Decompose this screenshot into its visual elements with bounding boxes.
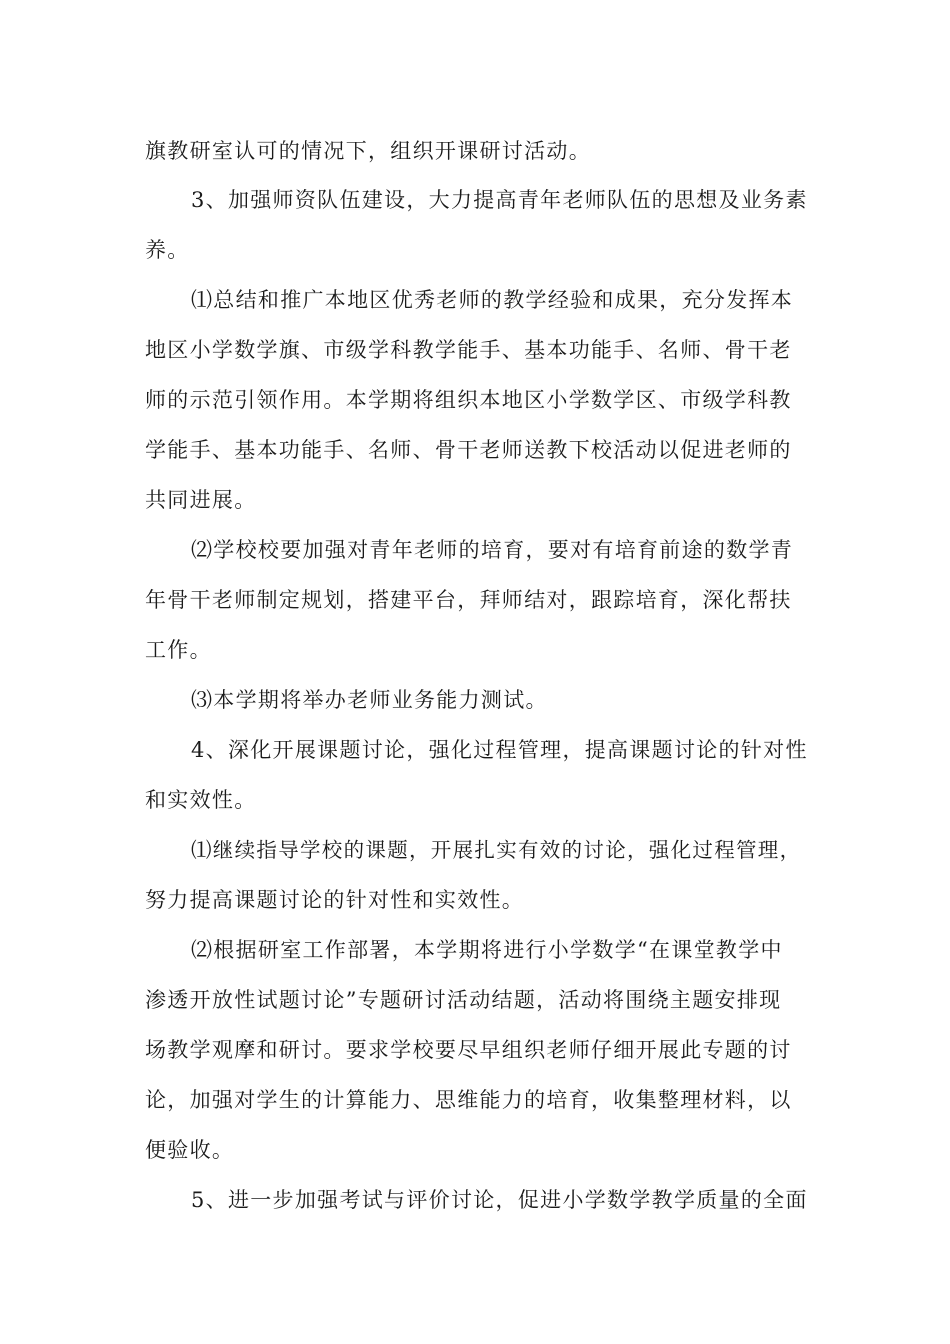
- paragraph-start: ⑴继续指导学校的课题，开展扎实有效的讨论，强化过程管理，: [191, 838, 802, 862]
- text-line: 共同进展。: [145, 488, 257, 512]
- paragraph-start: ⑶本学期将举办老师业务能力测试。: [191, 688, 548, 712]
- paragraph-heading: 4、深化开展课题讨论，强化过程管理，提高课题讨论的针对性: [191, 738, 808, 762]
- text-line: 师的示范引领作用。本学期将组织本地区小学数学区、市级学科教: [145, 388, 792, 412]
- text-line: 地区小学数学旗、市级学科教学能手、基本功能手、名师、骨干老: [145, 338, 792, 362]
- text-line: 渗透开放性试题讨论”专题研讨活动结题，活动将围绕主题安排现: [145, 988, 782, 1012]
- text-line: 旗教研室认可的情况下，组织开课研讨活动。: [145, 139, 591, 163]
- text-line: 和实效性。: [145, 788, 257, 812]
- text-line: 便验收。: [145, 1138, 235, 1162]
- text-line: 场教学观摩和研讨。要求学校要尽早组织老师仔细开展此专题的讨: [145, 1038, 792, 1062]
- text-line: 养。: [145, 238, 190, 262]
- text-line: 努力提高课题讨论的针对性和实效性。: [145, 888, 525, 912]
- text-line: 年骨干老师制定规划，搭建平台，拜师结对，跟踪培育，深化帮扶: [145, 588, 792, 612]
- paragraph-start: ⑵学校校要加强对青年老师的培育，要对有培育前途的数学青: [191, 538, 794, 562]
- paragraph-heading: 3、加强师资队伍建设，大力提高青年老师队伍的思想及业务素: [191, 188, 808, 212]
- text-line: 学能手、基本功能手、名师、骨干老师送教下校活动以促进老师的: [145, 438, 792, 462]
- paragraph-start: ⑴总结和推广本地区优秀老师的教学经验和成果，充分发挥本: [191, 288, 794, 312]
- text-line: 论，加强对学生的计算能力、思维能力的培育，收集整理材料，以: [145, 1088, 792, 1112]
- paragraph-start: ⑵根据研室工作部署，本学期将进行小学数学“在课堂教学中: [191, 938, 783, 962]
- paragraph-heading: 5、进一步加强考试与评价讨论，促进小学数学教学质量的全面: [191, 1188, 808, 1212]
- text-line: 工作。: [145, 638, 212, 662]
